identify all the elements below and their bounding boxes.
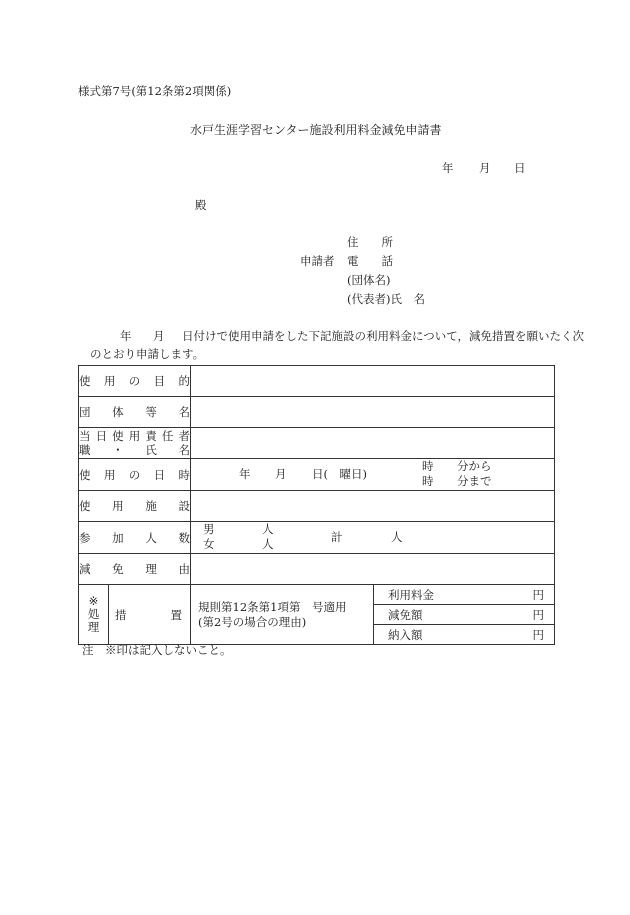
label-responsible-line1 (79, 429, 190, 443)
label-attendees (79, 522, 191, 554)
label-char: 等 (145, 405, 157, 419)
label-char: 職 (79, 443, 91, 457)
row-reason (79, 554, 555, 585)
label-char: 人 (145, 530, 157, 545)
label-char: 使 (79, 374, 91, 388)
label-char: 措 (115, 607, 127, 622)
fee-cell-reduction (374, 605, 555, 625)
date-year: 年 (442, 161, 454, 175)
application-table (78, 365, 555, 645)
fee-label-payment: 納入額 (388, 627, 423, 642)
label-attendees-text (79, 530, 190, 546)
label-group-text (79, 404, 190, 420)
row-datetime (79, 459, 555, 491)
label-char: 由 (178, 562, 190, 576)
label-char: 者 (178, 429, 190, 443)
fee-cell-usage (374, 585, 555, 605)
row-facility (79, 491, 555, 522)
datetime-day-weekday: 日( 曜日) (312, 467, 367, 481)
processing-mark: ※ (88, 594, 99, 608)
fee-label-usage: 利用料金 (388, 587, 434, 602)
reason-field[interactable] (191, 554, 555, 585)
label-char: 団 (79, 405, 91, 419)
row-responsible (79, 428, 555, 459)
intro-text-line1: 日付けで使用申請をした下記施設の利用料金について，減免措置を願いたく次 (182, 329, 585, 343)
label-facility (79, 491, 191, 522)
label-char: 使 (79, 467, 91, 482)
label-purpose (79, 366, 191, 397)
addressee: 殿 (195, 198, 207, 212)
label-measure-text (115, 607, 182, 623)
label-datetime (79, 459, 191, 491)
attendees-male: 男 (203, 522, 215, 536)
label-char: 用 (103, 374, 116, 388)
date-month: 月 (479, 161, 491, 175)
attendees-male-unit: 人 (262, 522, 274, 536)
label-char: ・ (112, 443, 124, 457)
label-char: 施 (145, 499, 157, 513)
label-responsible-line2 (79, 443, 190, 457)
intro-month: 月 (153, 329, 165, 343)
label-char: 使 (112, 429, 124, 443)
datetime-year: 年 (239, 467, 251, 481)
label-char: の (128, 374, 141, 388)
label-datetime-text (79, 467, 190, 483)
rule-line2: (第2号の場合の理由) (198, 614, 307, 629)
attendees-female-unit: 人 (262, 537, 274, 551)
label-char: 目 (153, 374, 166, 388)
form-number: 様式第7号(第12条第2項関係) (78, 84, 232, 98)
datetime-field[interactable] (191, 459, 555, 491)
label-reason-text (79, 561, 190, 577)
applicant-name: (代表者)氏 名 (347, 292, 425, 306)
label-char: 日 (153, 467, 166, 482)
facility-field[interactable] (191, 491, 555, 522)
label-char: 体 (112, 405, 124, 419)
label-char: 時 (178, 467, 190, 482)
processing-label-2: 理 (87, 620, 100, 634)
label-char: 使 (79, 499, 91, 513)
date-day: 日 (514, 161, 526, 175)
label-char: 当 (79, 429, 91, 443)
label-char: 理 (145, 562, 157, 576)
fee-cell-payment (374, 625, 555, 645)
datetime-month: 月 (275, 467, 287, 481)
label-char: 用 (128, 429, 141, 443)
rule-line1: 規則第12条第1項第 号適用 (198, 599, 347, 614)
datetime-hour-to: 時 (422, 474, 434, 488)
attendees-field[interactable] (191, 522, 555, 554)
processing-label-1: 処 (87, 607, 100, 621)
intro-year: 年 (120, 329, 132, 343)
fee-unit-payment: 円 (532, 627, 544, 642)
datetime-to: 分まで (457, 474, 492, 488)
label-facility-text (79, 498, 190, 514)
label-char: 名 (178, 443, 190, 457)
attendees-total: 計 (331, 530, 343, 544)
processing-marker (79, 585, 109, 645)
label-measure (109, 585, 191, 645)
applicant-address: 住 所 (347, 235, 393, 249)
label-char: 責 (145, 429, 157, 443)
label-char: 用 (103, 467, 116, 482)
responsible-field[interactable] (191, 428, 555, 459)
datetime-from: 分から (457, 459, 492, 473)
label-char: 任 (161, 429, 174, 443)
label-char: の (128, 467, 141, 482)
attendees-female: 女 (203, 537, 215, 551)
label-char: 減 (79, 562, 91, 576)
label-purpose-text (79, 373, 190, 389)
label-char: 免 (112, 562, 124, 576)
label-char: 数 (178, 530, 190, 545)
rule-cell (191, 585, 374, 645)
purpose-field[interactable] (191, 366, 555, 397)
fee-label-reduction: 減免額 (388, 607, 423, 622)
row-purpose (79, 366, 555, 397)
label-char: 用 (112, 499, 124, 513)
fee-unit-usage: 円 (532, 587, 544, 602)
group-field[interactable] (191, 397, 555, 428)
label-char: 氏 (145, 443, 157, 457)
label-char: 日 (95, 429, 108, 443)
label-char: 的 (178, 374, 190, 388)
row-processing-1 (79, 585, 555, 605)
fee-unit-reduction: 円 (532, 607, 544, 622)
applicant-group: (団体名) (347, 273, 391, 287)
row-group (79, 397, 555, 428)
applicant-phone: 電 話 (347, 254, 393, 268)
intro-text-line2: のとおり申請します。 (90, 347, 205, 361)
label-char: 置 (170, 607, 182, 622)
label-responsible (79, 428, 191, 459)
attendees-total-unit: 人 (391, 530, 403, 544)
datetime-hour-from: 時 (422, 459, 434, 473)
label-reason (79, 554, 191, 585)
label-char: 加 (112, 530, 124, 545)
label-group (79, 397, 191, 428)
footnote: 注 ※印は記入しないこと。 (82, 643, 232, 657)
form-title: 水戸生涯学習センター施設利用料金減免申請書 (190, 123, 442, 137)
label-char: 参 (79, 530, 91, 545)
label-char: 名 (178, 405, 190, 419)
label-char: 設 (178, 499, 190, 513)
applicant-label: 申請者 (300, 254, 335, 268)
row-attendees (79, 522, 555, 554)
